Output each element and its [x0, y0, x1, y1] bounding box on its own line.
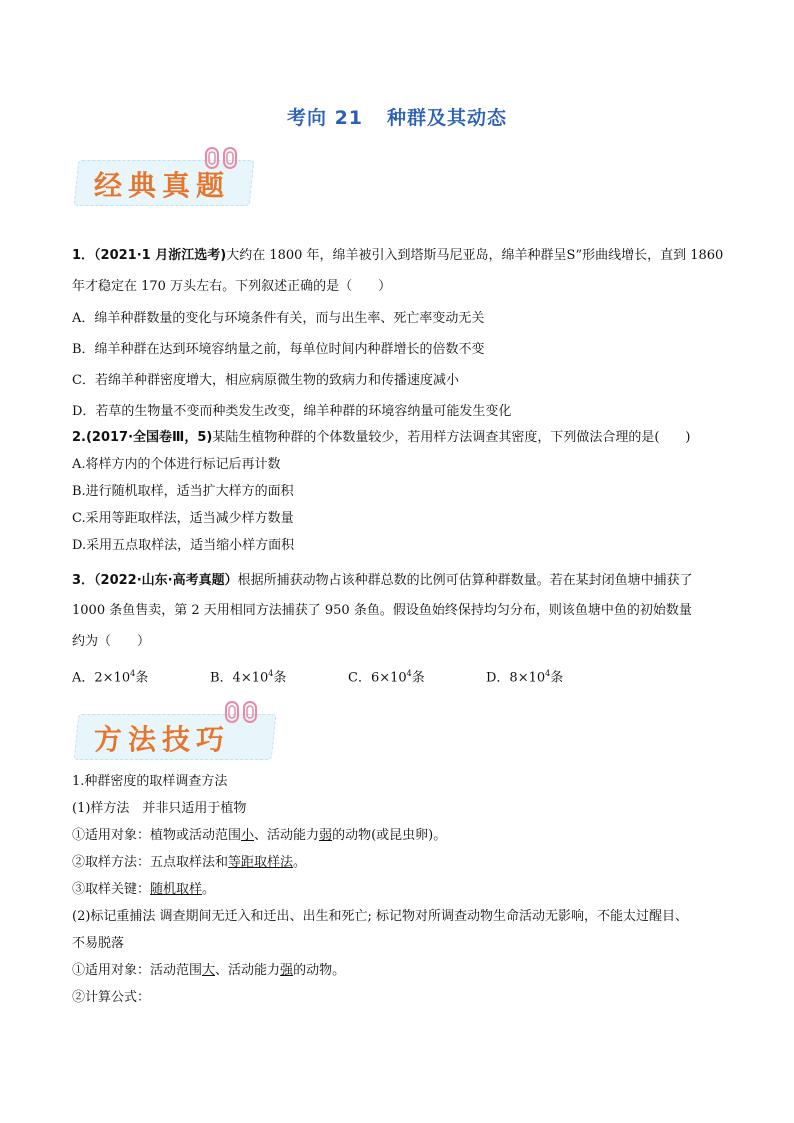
q2-stem: 2.(2017·全国卷Ⅲ，5)某陆生植物种群的个体数量较少，若用样方法调查其密度，下列做法合理的是( ) [72, 430, 691, 445]
paper-clip-icon [242, 700, 258, 724]
method-formula: ②计算公式： [72, 990, 151, 1005]
title-part1: 考向 21 [286, 107, 364, 129]
method-mark-recapture: (2)标记重捕法 调查期间无迁入和迁出、出生和死亡; 标记物对所调查动物生命活动无影响，不能太过醒目、 [72, 909, 689, 924]
q3-line2: 1000 条鱼售卖，第 2 天用相同方法捕获了 950 条鱼。假设鱼始终保持均匀分布，则该鱼塘中鱼的初始数量 [72, 603, 692, 618]
q3-line3: 约为（ ） [72, 634, 151, 649]
q3-line1: 3．（2022·山东·高考真题）根据所捕获动物占该种群总数的比例可估算种群数量。若在某封闭鱼塘中捕获了 [72, 573, 693, 588]
q1-line2: 年才稳定在 170 万头左右。下列叙述正确的是（ ） [72, 279, 392, 294]
title-part2: 种群及其动态 [387, 107, 508, 129]
q3-option-c: C．$6\times 10^4$条 [348, 669, 425, 686]
q3-option-a: A．$2\times 10^4$条 [72, 669, 149, 686]
page-title [0, 103, 794, 130]
method-mark-recapture-cont: 不易脱落 [72, 936, 125, 951]
q2-source: 2.(2017·全国卷Ⅲ，5) [72, 430, 213, 445]
q3-option-d: D．$8\times 10^4$条 [486, 669, 564, 686]
method-mark-recapture-target: ①适用对象：活动范围大、活动能力强的动物。 [72, 963, 346, 978]
q2-option-b: B.进行随机取样，适当扩大样方的面积 [72, 484, 294, 499]
q3-option-b: B．$4\times 10^4$条 [210, 669, 287, 686]
section-banner-method [76, 708, 274, 760]
q1-option-b: B．绵羊种群在达到环境容纳量之前，每单位时间内种群增长的倍数不变 [72, 342, 485, 357]
q1-source: （2021·1 月浙江选考) [94, 248, 227, 263]
q2-option-c: C.采用等距取样法，适当减少样方数量 [72, 511, 294, 526]
method-quadrat-sampling: ②取样方法：五点取样法和等距取样法。 [72, 855, 307, 870]
banner-label: 方法技巧 [94, 723, 231, 756]
q1-option-d: D．若草的生物量不变而种类发生改变，绵羊种群的环境容纳量可能发生变化 [72, 404, 512, 419]
q1-option-a: A．绵羊种群数量的变化与环境条件有关，而与出生率、死亡率变动无关 [72, 311, 485, 326]
q2-option-a: A.将样方内的个体进行标记后再计数 [72, 457, 281, 472]
method-quadrat-key: ③取样关键：随机取样。 [72, 882, 216, 897]
q1-line1: 1．（2021·1 月浙江选考)大约在 1800 年，绵羊被引入到塔斯马尼亚岛，绵羊种群呈S”形曲线增长，直到 1860 [72, 248, 724, 263]
q1-option-c: C．若绵羊种群密度增大，相应病原微生物的致病力和传播速度减小 [72, 373, 459, 388]
q3-source: （2022·山东·高考真题） [94, 573, 238, 588]
q2-option-d: D.采用五点取样法，适当缩小样方面积 [72, 538, 295, 553]
method-quadrat: (1)样方法 并非只适用于植物 [72, 801, 247, 816]
banner-label: 经典真题 [94, 169, 231, 202]
method-quadrat-target: ①适用对象：植物或活动范围小、活动能力弱的动物(或昆虫卵)。 [72, 828, 447, 843]
section-banner-classic [76, 154, 252, 206]
method-heading: 1.种群密度的取样调查方法 [72, 774, 228, 789]
